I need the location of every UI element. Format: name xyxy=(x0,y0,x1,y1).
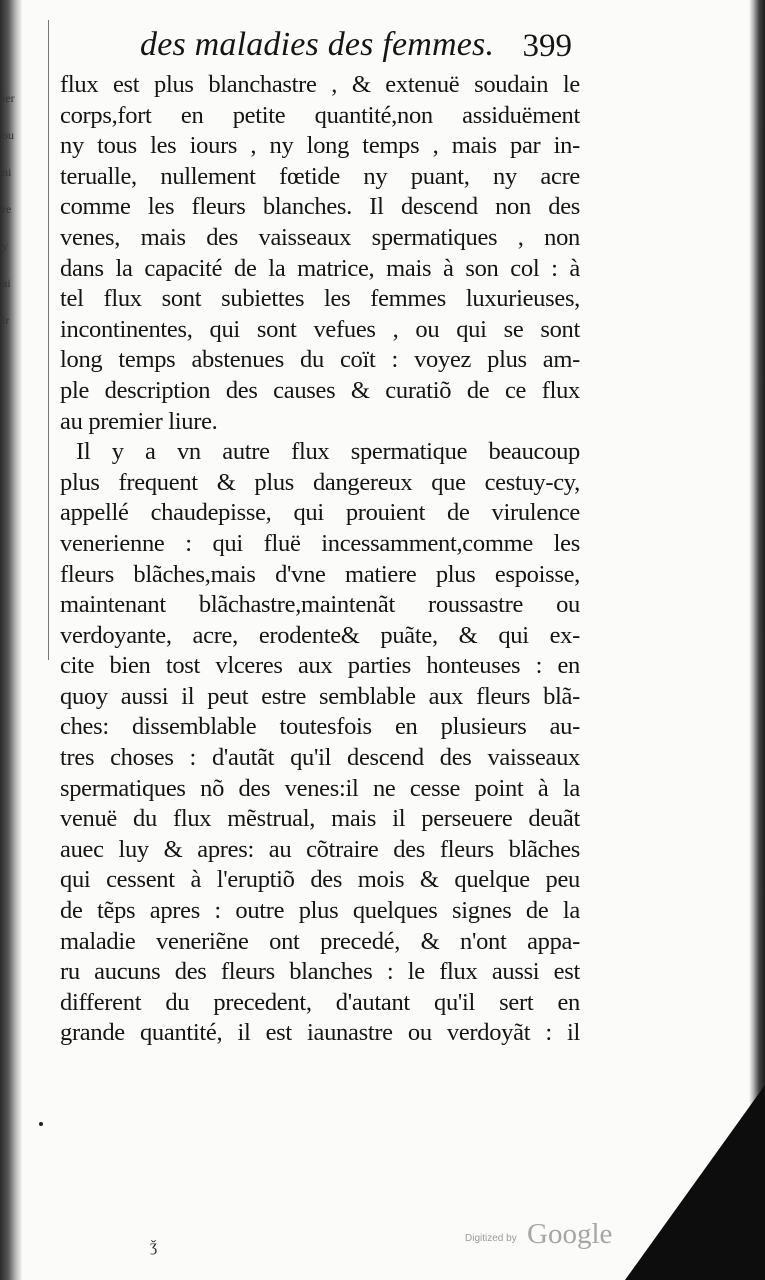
text-line: terualle, nullement fœtide ny puant, ny acre xyxy=(60,162,580,190)
text-line: ny tous les iours , ny long temps , mais par in- xyxy=(60,132,580,160)
google-logo: Google xyxy=(527,1218,613,1250)
text-line: flux est plus blanchastre , & extenuë soudain le xyxy=(60,71,580,98)
margin-fragment: ou xyxy=(2,128,14,142)
text-line: dans la capacité de la matrice, mais à son col : à xyxy=(60,254,580,282)
text-line: Il y a vn autre flux spermatique beaucoup xyxy=(76,438,580,466)
text-line: incontinentes, qui sont vefues , ou qui se sont xyxy=(60,315,580,343)
margin-fragment: ai xyxy=(2,276,11,290)
text-line: different du precedent, d'autant qu'il sert en xyxy=(60,988,580,1016)
text-line: au premier liure. xyxy=(60,407,218,435)
margin-fragment: y xyxy=(2,239,8,253)
page-number: 399 xyxy=(522,28,572,64)
text-line: venes, mais des vaisseaux spermatiques , non xyxy=(60,223,580,251)
ink-speck xyxy=(39,1122,43,1126)
text-line: auec luy & apres: au cõtraire des fleurs blãches xyxy=(60,835,580,863)
text-line: grande quantité, il est iaunastre ou verdoyãt : il xyxy=(60,1019,580,1047)
margin-fragment: ier xyxy=(2,91,15,105)
text-line: quoy aussi il peut estre semblable aux fleurs blã- xyxy=(60,682,580,710)
digitized-watermark xyxy=(465,1218,635,1254)
text-line: cite bien tost vlceres aux parties honteuses : en xyxy=(60,652,580,680)
text-line: maladie veneriẽne ont precedé, & n'ont appa- xyxy=(60,927,580,955)
signature-mark: ǯ xyxy=(150,1238,158,1255)
running-title: des maladies des femmes. xyxy=(140,26,495,63)
text-line: tel flux sont subiettes les femmes luxurieuses, xyxy=(60,285,580,313)
scan-corner-shadow xyxy=(625,1085,765,1280)
margin-fragment: ir xyxy=(2,313,10,327)
text-line: corps,fort en petite quantité,non assiduëment xyxy=(60,101,580,129)
text-line: ches: dissemblable toutesfois en plusieurs au- xyxy=(60,713,580,741)
text-line: qui cessent à l'eruptiõ des mois & quelque peu xyxy=(60,866,580,894)
text-line: venerienne : qui fluë incessamment,comme les xyxy=(60,529,580,557)
text-line: venuë du flux mẽstrual, mais il perseuere deuãt xyxy=(60,805,580,833)
text-line: de tẽps apres : outre plus quelques signes de la xyxy=(60,897,580,925)
page-header xyxy=(140,22,580,70)
text-line: spermatiques nõ des venes:il ne cesse point à la xyxy=(60,774,580,802)
text-line: verdoyante, acre, erodente& puãte, & qui ex- xyxy=(60,621,580,649)
text-line: appellé chaudepisse, qui prouient de virulence xyxy=(60,499,580,527)
facing-page-fragments xyxy=(2,80,32,339)
margin-rule xyxy=(48,20,49,660)
text-line: ru aucuns des fleurs blanches : le flux aussi est xyxy=(60,958,580,986)
paragraph xyxy=(60,437,580,1049)
margin-fragment: ni xyxy=(2,165,12,179)
digitized-label: Digitized by xyxy=(465,1233,517,1244)
text-line: maintenant blãchastre,maintenãt roussastre ou xyxy=(60,591,580,619)
text-line: comme les fleurs blanches. Il descend non des xyxy=(60,193,580,221)
text-line: fleurs blãches,mais d'vne matiere plus espoisse, xyxy=(60,560,580,588)
text-line: ple description des causes & curatiõ de ce flux xyxy=(60,376,580,404)
text-line: plus frequent & plus dangereux que cestuy-cy, xyxy=(60,468,580,496)
text-line: tres choses : d'autãt qu'il descend des vaisseaux xyxy=(60,744,580,772)
margin-fragment: re xyxy=(2,202,12,216)
body-text xyxy=(60,70,580,1049)
paragraph xyxy=(60,70,580,437)
text-line: long temps abstenues du coït : voyez plus am- xyxy=(60,346,580,374)
